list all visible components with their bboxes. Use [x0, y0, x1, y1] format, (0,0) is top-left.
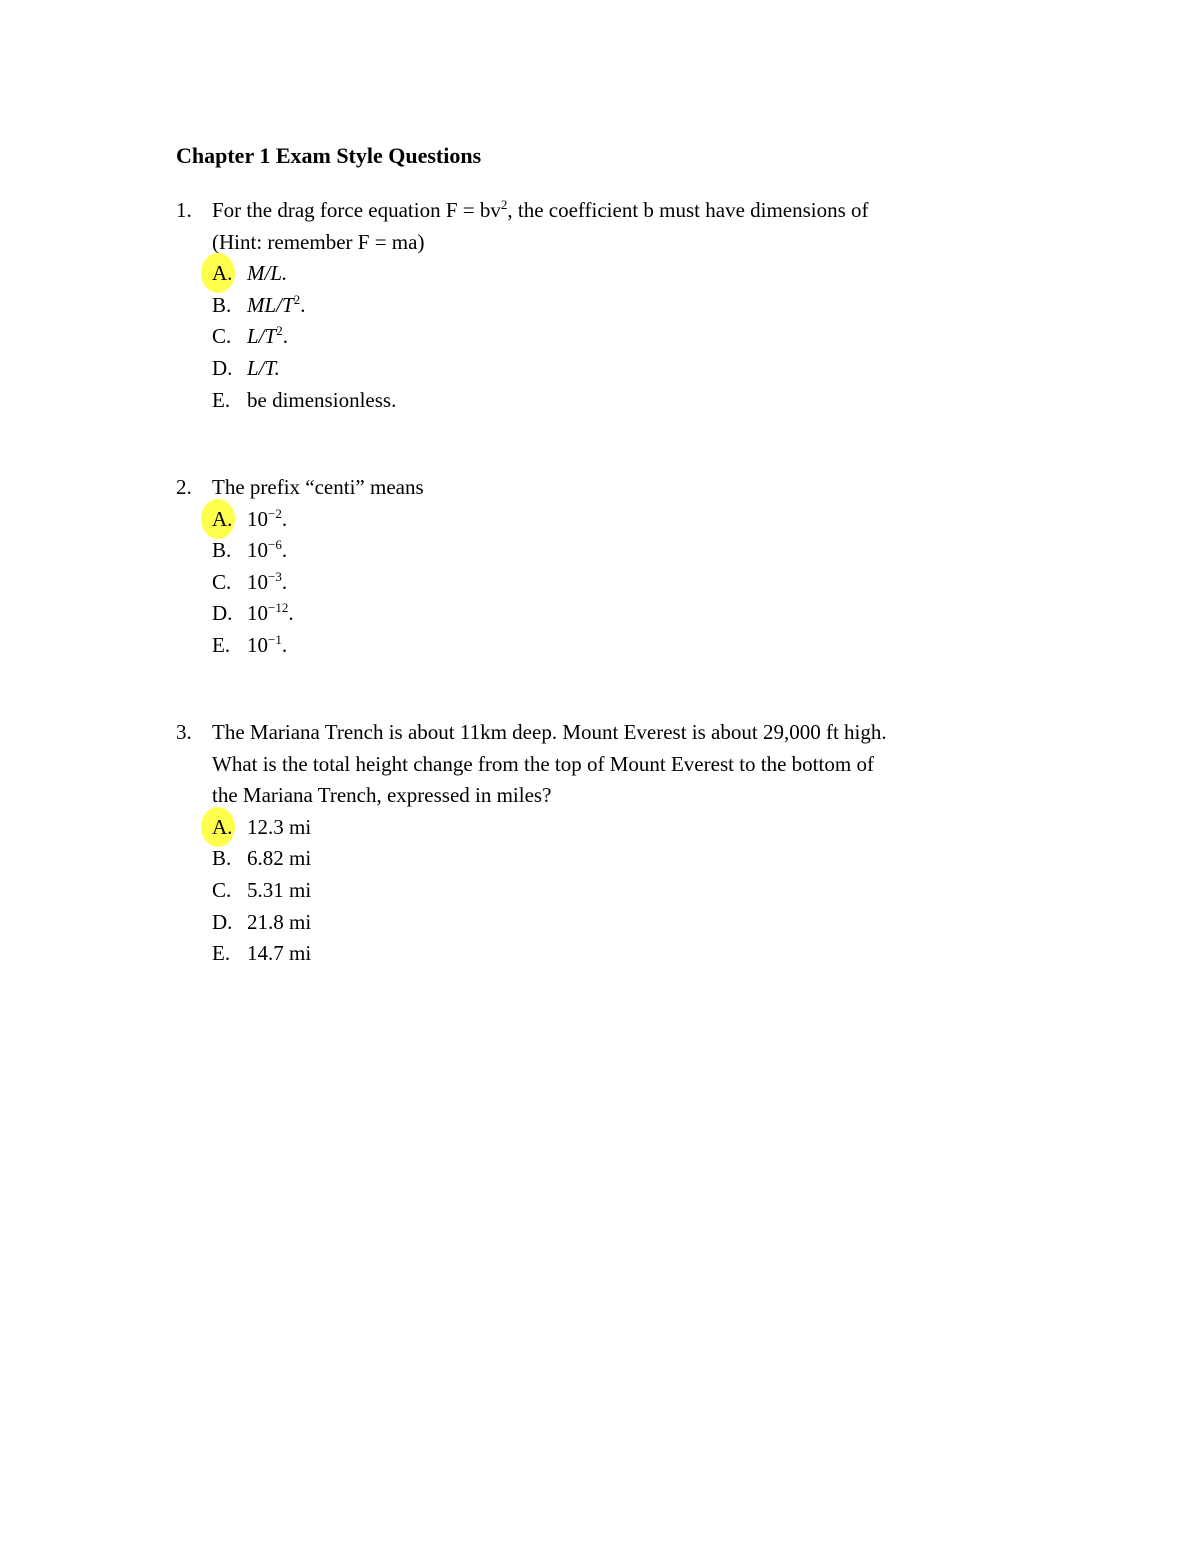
option-text: $L/T^2$.	[247, 323, 288, 349]
question-1-stem	[176, 195, 1036, 258]
option-d	[176, 907, 1036, 939]
option-d	[176, 598, 1036, 630]
option-letter: B.	[212, 846, 232, 871]
question-2	[176, 472, 1036, 662]
question-3	[176, 717, 1036, 970]
option-text: $ML/T^2$.	[247, 291, 306, 317]
option-a	[176, 504, 1036, 536]
option-text: $10^{-2}$.	[247, 505, 288, 531]
option-a	[176, 812, 1036, 844]
option-text: 14.7 mi	[247, 941, 312, 966]
option-letter: E.	[212, 632, 231, 657]
option-text: $10^{-6}$.	[247, 537, 288, 563]
question-text: The Mariana Trench is about 11km deep. Mount Everest is about 29,000 ft high. What is the total height change from the top of Mount Everest to the bottom of the Mariana Trench, expressed in miles?	[212, 720, 887, 808]
option-letter: D.	[212, 601, 233, 626]
option-letter: C.	[212, 324, 232, 349]
answer-options	[176, 812, 1036, 970]
option-letter: A.	[212, 506, 233, 531]
option-e	[176, 385, 1036, 417]
option-c	[176, 875, 1036, 907]
page-title: Chapter 1 Exam Style Questions	[176, 143, 482, 168]
option-text: be dimensionless.	[247, 387, 397, 412]
answer-options	[176, 504, 1036, 662]
option-c	[176, 567, 1036, 599]
question-number: 1.	[176, 198, 192, 222]
option-text: M/L.	[247, 261, 288, 286]
option-text: 12.3 mi	[247, 814, 312, 839]
question-text: The prefix “centi” means	[212, 475, 424, 499]
option-letter: C.	[212, 877, 232, 902]
option-letter: B.	[212, 538, 232, 563]
option-letter: E.	[212, 387, 231, 412]
option-text: $10^{-1}$.	[247, 631, 288, 657]
option-e	[176, 630, 1036, 662]
option-letter: D.	[212, 909, 233, 934]
option-b	[176, 535, 1036, 567]
option-b	[176, 290, 1036, 322]
question-2-stem	[176, 472, 1036, 504]
option-text: $10^{-12}$.	[247, 600, 294, 626]
option-letter: D.	[212, 355, 233, 380]
option-letter: E.	[212, 941, 231, 966]
option-letter: A.	[212, 261, 233, 286]
question-1	[176, 195, 1036, 416]
question-text: For the drag force equation $F = bv^2$, the coefficient b must have dimensions of (Hint: remember F = ma)	[212, 197, 869, 254]
option-text: 6.82 mi	[247, 846, 312, 871]
option-b	[176, 843, 1036, 875]
option-text: $10^{-3}$.	[247, 568, 288, 594]
option-letter: A.	[212, 814, 233, 839]
option-text: 21.8 mi	[247, 909, 312, 934]
option-text: L/T.	[247, 355, 280, 380]
option-a	[176, 258, 1036, 290]
option-d	[176, 353, 1036, 385]
question-number: 3.	[176, 720, 192, 744]
option-e	[176, 938, 1036, 970]
option-letter: B.	[212, 292, 232, 317]
question-number: 2.	[176, 475, 192, 499]
option-letter: C.	[212, 569, 232, 594]
answer-options	[176, 258, 1036, 416]
option-text: 5.31 mi	[247, 877, 312, 902]
question-3-stem	[176, 717, 1036, 812]
option-c	[176, 321, 1036, 353]
